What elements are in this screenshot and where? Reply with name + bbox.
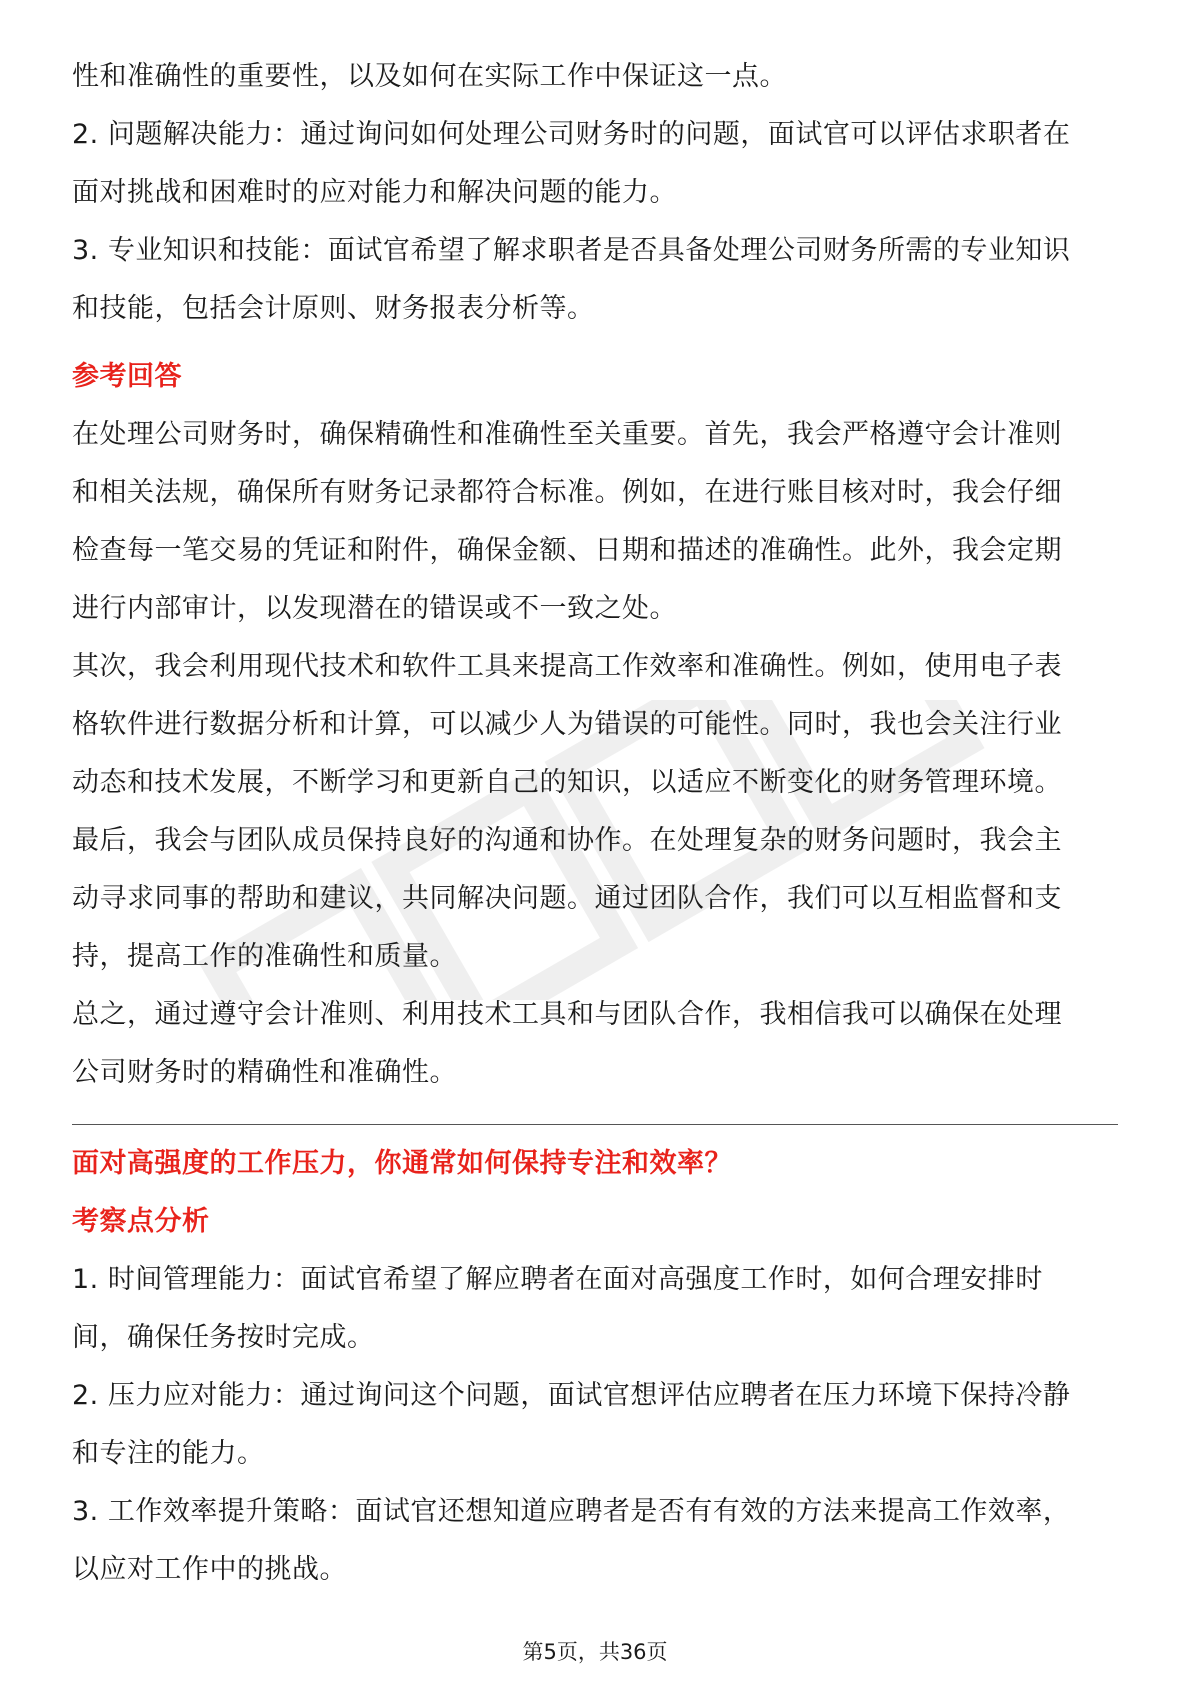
analysis-line: 3. 工作效率提升策略：面试官还想知道应聘者是否有有效的方法来提高工作效率，	[72, 1496, 1071, 1527]
answer-line: 持，提高工作的准确性和质量。	[72, 941, 457, 972]
question-section	[72, 1135, 1118, 1599]
answer-line: 和相关法规，确保所有财务记录都符合标准。例如，在进行账目核对时，我会仔细	[72, 477, 1062, 508]
question-title: 面对高强度的工作压力，你通常如何保持专注和效率？	[72, 1148, 732, 1179]
answer-line: 动寻求同事的帮助和建议，共同解决问题。通过团队合作，我们可以互相监督和支	[72, 883, 1062, 914]
analysis-heading: 考察点分析	[72, 1206, 210, 1237]
answer-line: 在处理公司财务时，确保精确性和准确性至关重要。首先，我会严格遵守会计准则	[72, 419, 1062, 450]
answer-line: 最后，我会与团队成员保持良好的沟通和协作。在处理复杂的财务问题时，我会主	[72, 825, 1062, 856]
paragraph-line: 2. 问题解决能力：通过询问如何处理公司财务时的问题，面试官可以评估求职者在	[72, 119, 1071, 150]
paragraph-line: 面对挑战和困难时的应对能力和解决问题的能力。	[72, 177, 677, 208]
answer-line: 格软件进行数据分析和计算，可以减少人为错误的可能性。同时，我也会关注行业	[72, 709, 1062, 740]
reference-answer-heading: 参考回答	[72, 361, 182, 392]
answer-line: 动态和技术发展，不断学习和更新自己的知识，以适应不断变化的财务管理环境。	[72, 767, 1062, 798]
analysis-line: 间，确保任务按时完成。	[72, 1322, 375, 1353]
paragraph-line: 性和准确性的重要性，以及如何在实际工作中保证这一点。	[72, 61, 787, 92]
paragraph-line: 和技能，包括会计原则、财务报表分析等。	[72, 293, 595, 324]
answer-line: 其次，我会利用现代技术和软件工具来提高工作效率和准确性。例如，使用电子表	[72, 651, 1062, 682]
document-page	[72, 48, 1118, 1599]
analysis-line: 2. 压力应对能力：通过询问这个问题，面试官想评估应聘者在压力环境下保持冷静	[72, 1380, 1071, 1411]
answer-line: 总之，通过遵守会计准则、利用技术工具和与团队合作，我相信我可以确保在处理	[72, 999, 1062, 1030]
top-section	[72, 48, 1118, 338]
reference-answer-section	[72, 348, 1118, 1102]
section-divider	[72, 1124, 1118, 1125]
answer-line: 检查每一笔交易的凭证和附件，确保金额、日期和描述的准确性。此外，我会定期	[72, 535, 1062, 566]
analysis-line: 和专注的能力。	[72, 1438, 265, 1469]
answer-line: 公司财务时的精确性和准确性。	[72, 1057, 457, 1088]
paragraph-line: 3. 专业知识和技能：面试官希望了解求职者是否具备处理公司财务所需的专业知识	[72, 235, 1071, 266]
analysis-line: 以应对工作中的挑战。	[72, 1554, 347, 1585]
page-footer: 第5页，共36页	[522, 1640, 668, 1664]
analysis-line: 1. 时间管理能力：面试官希望了解应聘者在面对高强度工作时，如何合理安排时	[72, 1264, 1043, 1295]
answer-line: 进行内部审计，以发现潜在的错误或不一致之处。	[72, 593, 677, 624]
